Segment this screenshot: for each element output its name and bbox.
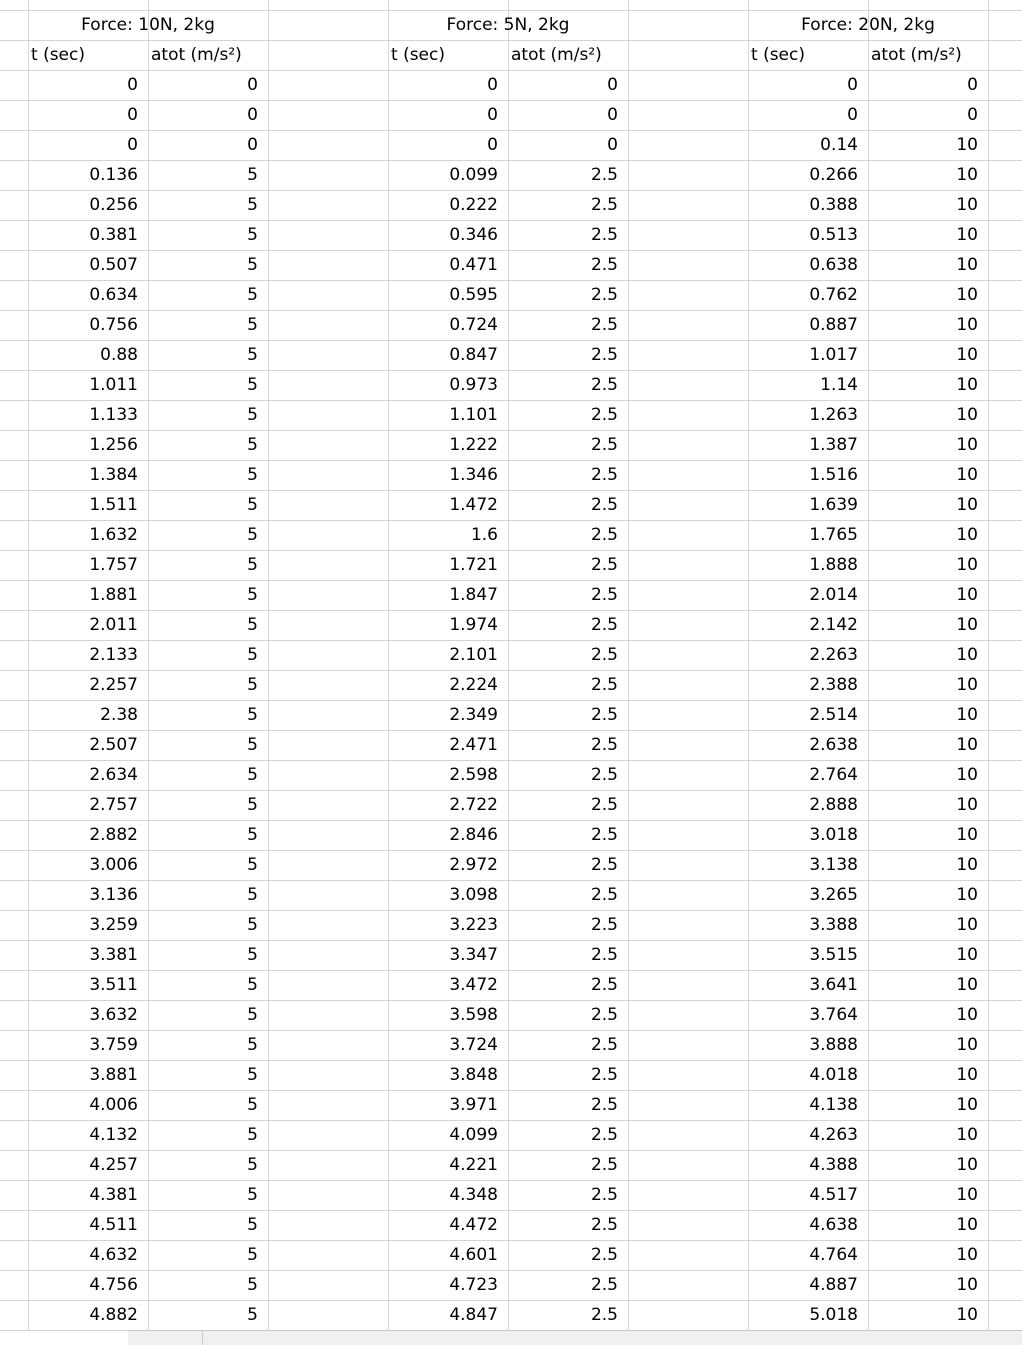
time-cell[interactable]: 4.006 bbox=[89, 1095, 138, 1115]
acceleration-cell[interactable]: 5 bbox=[247, 465, 258, 485]
acceleration-cell[interactable]: 5 bbox=[247, 1305, 258, 1325]
acceleration-cell[interactable]: 2.5 bbox=[590, 1275, 618, 1295]
acceleration-cell[interactable]: 5 bbox=[247, 645, 258, 665]
acceleration-cell[interactable]: 0 bbox=[607, 135, 618, 155]
acceleration-cell[interactable]: 5 bbox=[247, 585, 258, 605]
acceleration-cell[interactable]: 2.5 bbox=[590, 225, 618, 245]
time-cell[interactable]: 2.388 bbox=[809, 675, 858, 695]
acceleration-cell[interactable]: 10 bbox=[956, 645, 978, 665]
time-cell[interactable]: 1.387 bbox=[809, 435, 858, 455]
time-cell[interactable]: 4.887 bbox=[809, 1275, 858, 1295]
acceleration-cell[interactable]: 2.5 bbox=[590, 1125, 618, 1145]
acceleration-cell[interactable]: 2.5 bbox=[590, 1065, 618, 1085]
time-cell[interactable]: 1.256 bbox=[89, 435, 138, 455]
time-cell[interactable]: 4.099 bbox=[449, 1125, 498, 1145]
acceleration-cell[interactable]: 2.5 bbox=[590, 165, 618, 185]
column-header-acceleration[interactable]: atot (m/s²) bbox=[511, 45, 602, 65]
time-cell[interactable]: 1.472 bbox=[449, 495, 498, 515]
acceleration-cell[interactable]: 10 bbox=[956, 1275, 978, 1295]
acceleration-cell[interactable]: 0 bbox=[607, 105, 618, 125]
time-cell[interactable]: 2.507 bbox=[89, 735, 138, 755]
time-cell[interactable]: 3.018 bbox=[809, 825, 858, 845]
time-cell[interactable]: 2.101 bbox=[449, 645, 498, 665]
column-header-acceleration[interactable]: atot (m/s²) bbox=[871, 45, 962, 65]
acceleration-cell[interactable]: 2.5 bbox=[590, 405, 618, 425]
time-cell[interactable]: 3.347 bbox=[449, 945, 498, 965]
time-cell[interactable]: 2.634 bbox=[89, 765, 138, 785]
time-cell[interactable]: 0 bbox=[127, 135, 138, 155]
time-cell[interactable]: 3.515 bbox=[809, 945, 858, 965]
acceleration-cell[interactable]: 5 bbox=[247, 615, 258, 635]
time-cell[interactable]: 0.762 bbox=[809, 285, 858, 305]
time-cell[interactable]: 2.38 bbox=[100, 705, 138, 725]
time-cell[interactable]: 3.136 bbox=[89, 885, 138, 905]
time-cell[interactable]: 1.101 bbox=[449, 405, 498, 425]
time-cell[interactable]: 3.881 bbox=[89, 1065, 138, 1085]
acceleration-cell[interactable]: 10 bbox=[956, 375, 978, 395]
acceleration-cell[interactable]: 2.5 bbox=[590, 1035, 618, 1055]
acceleration-cell[interactable]: 2.5 bbox=[590, 1095, 618, 1115]
acceleration-cell[interactable]: 10 bbox=[956, 1125, 978, 1145]
acceleration-cell[interactable]: 5 bbox=[247, 945, 258, 965]
acceleration-cell[interactable]: 10 bbox=[956, 705, 978, 725]
acceleration-cell[interactable]: 2.5 bbox=[590, 945, 618, 965]
time-cell[interactable]: 1.133 bbox=[89, 405, 138, 425]
acceleration-cell[interactable]: 2.5 bbox=[590, 915, 618, 935]
time-cell[interactable]: 3.888 bbox=[809, 1035, 858, 1055]
acceleration-cell[interactable]: 2.5 bbox=[590, 1155, 618, 1175]
column-header-time[interactable]: t (sec) bbox=[31, 45, 85, 65]
time-cell[interactable]: 2.224 bbox=[449, 675, 498, 695]
time-cell[interactable]: 1.974 bbox=[449, 615, 498, 635]
acceleration-cell[interactable]: 5 bbox=[247, 765, 258, 785]
time-cell[interactable]: 4.132 bbox=[89, 1125, 138, 1145]
time-cell[interactable]: 1.757 bbox=[89, 555, 138, 575]
acceleration-cell[interactable]: 10 bbox=[956, 555, 978, 575]
acceleration-cell[interactable]: 2.5 bbox=[590, 615, 618, 635]
acceleration-cell[interactable]: 5 bbox=[247, 1215, 258, 1235]
acceleration-cell[interactable]: 10 bbox=[956, 1005, 978, 1025]
acceleration-cell[interactable]: 5 bbox=[247, 1125, 258, 1145]
acceleration-cell[interactable]: 2.5 bbox=[590, 735, 618, 755]
time-cell[interactable]: 1.511 bbox=[89, 495, 138, 515]
acceleration-cell[interactable]: 0 bbox=[967, 75, 978, 95]
acceleration-cell[interactable]: 10 bbox=[956, 1155, 978, 1175]
acceleration-cell[interactable]: 0 bbox=[247, 135, 258, 155]
time-cell[interactable]: 2.011 bbox=[89, 615, 138, 635]
time-cell[interactable]: 2.764 bbox=[809, 765, 858, 785]
acceleration-cell[interactable]: 2.5 bbox=[590, 975, 618, 995]
time-cell[interactable]: 2.638 bbox=[809, 735, 858, 755]
time-cell[interactable]: 4.472 bbox=[449, 1215, 498, 1235]
acceleration-cell[interactable]: 10 bbox=[956, 525, 978, 545]
acceleration-cell[interactable]: 2.5 bbox=[590, 765, 618, 785]
acceleration-cell[interactable]: 10 bbox=[956, 1095, 978, 1115]
time-cell[interactable]: 4.221 bbox=[449, 1155, 498, 1175]
time-cell[interactable]: 4.723 bbox=[449, 1275, 498, 1295]
scrollbar-divider bbox=[202, 1331, 203, 1345]
time-cell[interactable]: 4.847 bbox=[449, 1305, 498, 1325]
acceleration-cell[interactable]: 5 bbox=[247, 315, 258, 335]
time-cell[interactable]: 0.513 bbox=[809, 225, 858, 245]
acceleration-cell[interactable]: 5 bbox=[247, 165, 258, 185]
time-cell[interactable]: 3.006 bbox=[89, 855, 138, 875]
acceleration-cell[interactable]: 2.5 bbox=[590, 825, 618, 845]
acceleration-cell[interactable]: 2.5 bbox=[590, 375, 618, 395]
acceleration-cell[interactable]: 10 bbox=[956, 795, 978, 815]
time-cell[interactable]: 0.638 bbox=[809, 255, 858, 275]
time-cell[interactable]: 4.138 bbox=[809, 1095, 858, 1115]
time-cell[interactable]: 0 bbox=[847, 105, 858, 125]
acceleration-cell[interactable]: 10 bbox=[956, 1305, 978, 1325]
acceleration-cell[interactable]: 10 bbox=[956, 225, 978, 245]
acceleration-cell[interactable]: 0 bbox=[247, 105, 258, 125]
time-cell[interactable]: 2.846 bbox=[449, 825, 498, 845]
time-cell[interactable]: 0.381 bbox=[89, 225, 138, 245]
acceleration-cell[interactable]: 10 bbox=[956, 465, 978, 485]
acceleration-cell[interactable]: 10 bbox=[956, 135, 978, 155]
time-cell[interactable]: 3.259 bbox=[89, 915, 138, 935]
time-cell[interactable]: 3.641 bbox=[809, 975, 858, 995]
column-header-time[interactable]: t (sec) bbox=[391, 45, 445, 65]
time-cell[interactable]: 4.764 bbox=[809, 1245, 858, 1265]
time-cell[interactable]: 4.348 bbox=[449, 1185, 498, 1205]
acceleration-cell[interactable]: 10 bbox=[956, 915, 978, 935]
time-cell[interactable]: 4.601 bbox=[449, 1245, 498, 1265]
acceleration-cell[interactable]: 10 bbox=[956, 1215, 978, 1235]
time-cell[interactable]: 2.349 bbox=[449, 705, 498, 725]
acceleration-cell[interactable]: 2.5 bbox=[590, 705, 618, 725]
time-cell[interactable]: 1.847 bbox=[449, 585, 498, 605]
column-header-acceleration[interactable]: atot (m/s²) bbox=[151, 45, 242, 65]
acceleration-cell[interactable]: 2.5 bbox=[590, 345, 618, 365]
time-cell[interactable]: 3.848 bbox=[449, 1065, 498, 1085]
time-cell[interactable]: 0.471 bbox=[449, 255, 498, 275]
time-cell[interactable]: 0 bbox=[487, 135, 498, 155]
acceleration-cell[interactable]: 0 bbox=[967, 105, 978, 125]
time-cell[interactable]: 0.099 bbox=[449, 165, 498, 185]
time-cell[interactable]: 3.138 bbox=[809, 855, 858, 875]
acceleration-cell[interactable]: 5 bbox=[247, 1155, 258, 1175]
acceleration-cell[interactable]: 5 bbox=[247, 285, 258, 305]
acceleration-cell[interactable]: 5 bbox=[247, 1065, 258, 1085]
time-cell[interactable]: 0.756 bbox=[89, 315, 138, 335]
acceleration-cell[interactable]: 2.5 bbox=[590, 885, 618, 905]
time-cell[interactable]: 3.381 bbox=[89, 945, 138, 965]
acceleration-cell[interactable]: 10 bbox=[956, 1065, 978, 1085]
acceleration-cell[interactable]: 5 bbox=[247, 345, 258, 365]
table-title[interactable]: Force: 10N, 2kg bbox=[81, 15, 215, 35]
acceleration-cell[interactable]: 2.5 bbox=[590, 645, 618, 665]
time-cell[interactable]: 0.222 bbox=[449, 195, 498, 215]
time-cell[interactable]: 4.511 bbox=[89, 1215, 138, 1235]
time-cell[interactable]: 3.388 bbox=[809, 915, 858, 935]
time-cell[interactable]: 4.882 bbox=[89, 1305, 138, 1325]
time-cell[interactable]: 4.632 bbox=[89, 1245, 138, 1265]
acceleration-cell[interactable]: 10 bbox=[956, 1245, 978, 1265]
column-header-time[interactable]: t (sec) bbox=[751, 45, 805, 65]
time-cell[interactable]: 0 bbox=[127, 105, 138, 125]
acceleration-cell[interactable]: 10 bbox=[956, 195, 978, 215]
acceleration-cell[interactable]: 10 bbox=[956, 495, 978, 515]
acceleration-cell[interactable]: 10 bbox=[956, 945, 978, 965]
time-cell[interactable]: 1.765 bbox=[809, 525, 858, 545]
acceleration-cell[interactable]: 5 bbox=[247, 405, 258, 425]
acceleration-cell[interactable]: 5 bbox=[247, 195, 258, 215]
acceleration-cell[interactable]: 5 bbox=[247, 675, 258, 695]
acceleration-cell[interactable]: 5 bbox=[247, 1095, 258, 1115]
time-cell[interactable]: 3.724 bbox=[449, 1035, 498, 1055]
acceleration-cell[interactable]: 10 bbox=[956, 825, 978, 845]
acceleration-cell[interactable]: 2.5 bbox=[590, 195, 618, 215]
time-cell[interactable]: 2.972 bbox=[449, 855, 498, 875]
time-cell[interactable]: 3.759 bbox=[89, 1035, 138, 1055]
time-cell[interactable]: 0 bbox=[487, 75, 498, 95]
acceleration-cell[interactable]: 10 bbox=[956, 675, 978, 695]
time-cell[interactable]: 1.011 bbox=[89, 375, 138, 395]
time-cell[interactable]: 0.346 bbox=[449, 225, 498, 245]
acceleration-cell[interactable]: 2.5 bbox=[590, 285, 618, 305]
time-cell[interactable]: 0.256 bbox=[89, 195, 138, 215]
time-cell[interactable]: 3.265 bbox=[809, 885, 858, 905]
acceleration-cell[interactable]: 0 bbox=[607, 75, 618, 95]
acceleration-cell[interactable]: 10 bbox=[956, 345, 978, 365]
acceleration-cell[interactable]: 10 bbox=[956, 885, 978, 905]
acceleration-cell[interactable]: 5 bbox=[247, 495, 258, 515]
time-cell[interactable]: 4.638 bbox=[809, 1215, 858, 1235]
acceleration-cell[interactable]: 2.5 bbox=[590, 315, 618, 335]
time-cell[interactable]: 0.388 bbox=[809, 195, 858, 215]
time-cell[interactable]: 0.507 bbox=[89, 255, 138, 275]
time-cell[interactable]: 3.511 bbox=[89, 975, 138, 995]
acceleration-cell[interactable]: 2.5 bbox=[590, 525, 618, 545]
acceleration-cell[interactable]: 5 bbox=[247, 1035, 258, 1055]
time-cell[interactable]: 0.847 bbox=[449, 345, 498, 365]
acceleration-cell[interactable]: 5 bbox=[247, 855, 258, 875]
time-cell[interactable]: 2.133 bbox=[89, 645, 138, 665]
acceleration-cell[interactable]: 5 bbox=[247, 735, 258, 755]
acceleration-cell[interactable]: 5 bbox=[247, 555, 258, 575]
time-cell[interactable]: 4.517 bbox=[809, 1185, 858, 1205]
acceleration-cell[interactable]: 5 bbox=[247, 1245, 258, 1265]
acceleration-cell[interactable]: 10 bbox=[956, 765, 978, 785]
table-title[interactable]: Force: 20N, 2kg bbox=[801, 15, 935, 35]
acceleration-cell[interactable]: 10 bbox=[956, 1185, 978, 1205]
acceleration-cell[interactable]: 2.5 bbox=[590, 795, 618, 815]
time-cell[interactable]: 0 bbox=[847, 75, 858, 95]
acceleration-cell[interactable]: 10 bbox=[956, 165, 978, 185]
time-cell[interactable]: 4.257 bbox=[89, 1155, 138, 1175]
acceleration-cell[interactable]: 10 bbox=[956, 435, 978, 455]
time-cell[interactable]: 2.722 bbox=[449, 795, 498, 815]
time-cell[interactable]: 0 bbox=[127, 75, 138, 95]
time-cell[interactable]: 4.388 bbox=[809, 1155, 858, 1175]
time-cell[interactable]: 0.595 bbox=[449, 285, 498, 305]
time-cell[interactable]: 0.266 bbox=[809, 165, 858, 185]
acceleration-cell[interactable]: 5 bbox=[247, 525, 258, 545]
acceleration-cell[interactable]: 5 bbox=[247, 915, 258, 935]
time-cell[interactable]: 2.014 bbox=[809, 585, 858, 605]
time-cell[interactable]: 5.018 bbox=[809, 1305, 858, 1325]
time-cell[interactable]: 2.263 bbox=[809, 645, 858, 665]
time-cell[interactable]: 0.887 bbox=[809, 315, 858, 335]
acceleration-cell[interactable]: 2.5 bbox=[590, 855, 618, 875]
acceleration-cell[interactable]: 2.5 bbox=[590, 495, 618, 515]
time-cell[interactable]: 1.721 bbox=[449, 555, 498, 575]
time-cell[interactable]: 1.888 bbox=[809, 555, 858, 575]
acceleration-cell[interactable]: 10 bbox=[956, 975, 978, 995]
time-cell[interactable]: 4.756 bbox=[89, 1275, 138, 1295]
acceleration-cell[interactable]: 10 bbox=[956, 405, 978, 425]
acceleration-cell[interactable]: 10 bbox=[956, 255, 978, 275]
time-cell[interactable]: 2.257 bbox=[89, 675, 138, 695]
acceleration-cell[interactable]: 10 bbox=[956, 855, 978, 875]
time-cell[interactable]: 2.471 bbox=[449, 735, 498, 755]
acceleration-cell[interactable]: 2.5 bbox=[590, 1245, 618, 1265]
acceleration-cell[interactable]: 2.5 bbox=[590, 1305, 618, 1325]
time-cell[interactable]: 0.973 bbox=[449, 375, 498, 395]
acceleration-cell[interactable]: 10 bbox=[956, 615, 978, 635]
acceleration-cell[interactable]: 10 bbox=[956, 315, 978, 335]
table-title[interactable]: Force: 5N, 2kg bbox=[446, 15, 570, 35]
acceleration-cell[interactable]: 5 bbox=[247, 255, 258, 275]
acceleration-cell[interactable]: 2.5 bbox=[590, 465, 618, 485]
acceleration-cell[interactable]: 5 bbox=[247, 225, 258, 245]
time-cell[interactable]: 3.098 bbox=[449, 885, 498, 905]
time-cell[interactable]: 0.14 bbox=[820, 135, 858, 155]
time-cell[interactable]: 1.881 bbox=[89, 585, 138, 605]
time-cell[interactable]: 4.263 bbox=[809, 1125, 858, 1145]
acceleration-cell[interactable]: 0 bbox=[247, 75, 258, 95]
time-cell[interactable]: 0 bbox=[487, 105, 498, 125]
time-cell[interactable]: 2.514 bbox=[809, 705, 858, 725]
time-cell[interactable]: 1.632 bbox=[89, 525, 138, 545]
time-cell[interactable]: 1.516 bbox=[809, 465, 858, 485]
time-cell[interactable]: 4.018 bbox=[809, 1065, 858, 1085]
time-cell[interactable]: 0.136 bbox=[89, 165, 138, 185]
acceleration-cell[interactable]: 2.5 bbox=[590, 1185, 618, 1205]
time-cell[interactable]: 1.222 bbox=[449, 435, 498, 455]
time-cell[interactable]: 1.017 bbox=[809, 345, 858, 365]
time-cell[interactable]: 3.632 bbox=[89, 1005, 138, 1025]
time-cell[interactable]: 3.598 bbox=[449, 1005, 498, 1025]
time-cell[interactable]: 1.14 bbox=[820, 375, 858, 395]
acceleration-cell[interactable]: 5 bbox=[247, 975, 258, 995]
time-cell[interactable]: 3.472 bbox=[449, 975, 498, 995]
acceleration-cell[interactable]: 2.5 bbox=[590, 585, 618, 605]
time-cell[interactable]: 0.634 bbox=[89, 285, 138, 305]
acceleration-cell[interactable]: 2.5 bbox=[590, 1005, 618, 1025]
acceleration-cell[interactable]: 5 bbox=[247, 825, 258, 845]
time-cell[interactable]: 2.142 bbox=[809, 615, 858, 635]
acceleration-cell[interactable]: 2.5 bbox=[590, 435, 618, 455]
acceleration-cell[interactable]: 5 bbox=[247, 795, 258, 815]
acceleration-cell[interactable]: 2.5 bbox=[590, 555, 618, 575]
acceleration-cell[interactable]: 5 bbox=[247, 1185, 258, 1205]
time-cell[interactable]: 2.888 bbox=[809, 795, 858, 815]
horizontal-scrollbar[interactable] bbox=[128, 1330, 1022, 1345]
acceleration-cell[interactable]: 2.5 bbox=[590, 1215, 618, 1235]
time-cell[interactable]: 3.764 bbox=[809, 1005, 858, 1025]
time-cell[interactable]: 2.882 bbox=[89, 825, 138, 845]
acceleration-cell[interactable]: 2.5 bbox=[590, 675, 618, 695]
time-cell[interactable]: 2.757 bbox=[89, 795, 138, 815]
acceleration-cell[interactable]: 10 bbox=[956, 285, 978, 305]
time-cell[interactable]: 3.223 bbox=[449, 915, 498, 935]
time-cell[interactable]: 1.346 bbox=[449, 465, 498, 485]
time-cell[interactable]: 3.971 bbox=[449, 1095, 498, 1115]
time-cell[interactable]: 4.381 bbox=[89, 1185, 138, 1205]
time-cell[interactable]: 1.6 bbox=[470, 525, 498, 545]
acceleration-cell[interactable]: 5 bbox=[247, 435, 258, 455]
time-cell[interactable]: 0.88 bbox=[100, 345, 138, 365]
acceleration-cell[interactable]: 5 bbox=[247, 885, 258, 905]
acceleration-cell[interactable]: 5 bbox=[247, 1005, 258, 1025]
time-cell[interactable]: 1.263 bbox=[809, 405, 858, 425]
time-cell[interactable]: 2.598 bbox=[449, 765, 498, 785]
acceleration-cell[interactable]: 10 bbox=[956, 735, 978, 755]
time-cell[interactable]: 0.724 bbox=[449, 315, 498, 335]
acceleration-cell[interactable]: 10 bbox=[956, 585, 978, 605]
acceleration-cell[interactable]: 2.5 bbox=[590, 255, 618, 275]
acceleration-cell[interactable]: 5 bbox=[247, 1275, 258, 1295]
time-cell[interactable]: 1.639 bbox=[809, 495, 858, 515]
time-cell[interactable]: 1.384 bbox=[89, 465, 138, 485]
acceleration-cell[interactable]: 5 bbox=[247, 705, 258, 725]
acceleration-cell[interactable]: 5 bbox=[247, 375, 258, 395]
acceleration-cell[interactable]: 10 bbox=[956, 1035, 978, 1055]
